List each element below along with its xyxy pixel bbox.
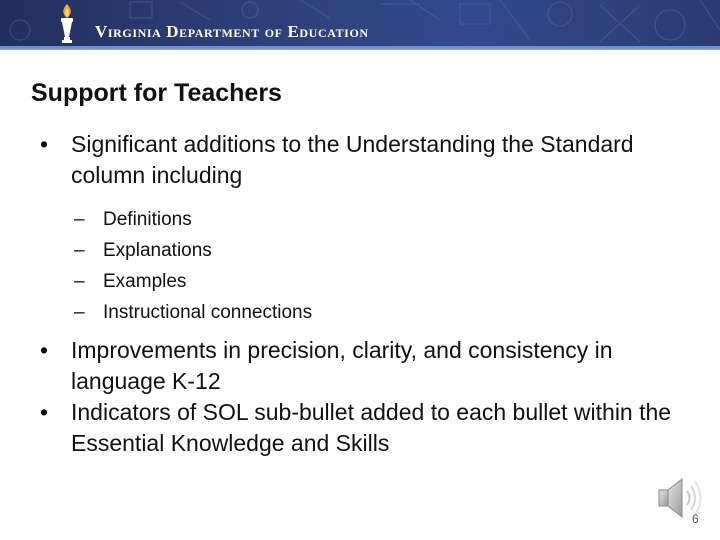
bullet-item bbox=[40, 335, 700, 397]
torch-logo-icon bbox=[53, 3, 81, 45]
sub-bullet-marker: – bbox=[74, 302, 85, 323]
bullet-marker: • bbox=[40, 337, 49, 363]
bullet-marker: • bbox=[40, 131, 49, 157]
sub-bullet-marker: – bbox=[74, 240, 85, 261]
bullet-text: Significant additions to the Understanding the Standard column including bbox=[71, 131, 634, 188]
speaker-audio-icon[interactable] bbox=[653, 470, 711, 528]
org-name: Virginia Department of Education bbox=[95, 22, 369, 41]
sub-bullet-item bbox=[40, 204, 700, 235]
slide-body bbox=[40, 129, 700, 459]
sub-bullet-item bbox=[40, 235, 700, 266]
bullet-marker: • bbox=[40, 399, 49, 425]
sub-bullet-list bbox=[40, 204, 700, 328]
slide-title: Support for Teachers bbox=[31, 79, 282, 107]
bullet-text: Improvements in precision, clarity, and consistency in language K-12 bbox=[71, 337, 613, 394]
sub-bullet-text: Examples bbox=[103, 271, 187, 292]
header-banner bbox=[0, 0, 720, 46]
sub-bullet-text: Instructional connections bbox=[103, 302, 313, 323]
sub-bullet-text: Explanations bbox=[103, 240, 212, 261]
bullet-item bbox=[40, 129, 700, 191]
page-number: 6 bbox=[692, 512, 699, 526]
sub-bullet-marker: – bbox=[74, 209, 85, 230]
bullet-text: Indicators of SOL sub-bullet added to each bullet within the Essential Knowledge and Skills bbox=[71, 399, 672, 456]
sub-bullet-marker: – bbox=[74, 271, 85, 292]
sub-bullet-text: Definitions bbox=[103, 209, 192, 230]
bullet-item bbox=[40, 397, 700, 459]
header-divider-line bbox=[0, 49, 720, 50]
sub-bullet-item bbox=[40, 297, 700, 328]
sub-bullet-item bbox=[40, 266, 700, 297]
